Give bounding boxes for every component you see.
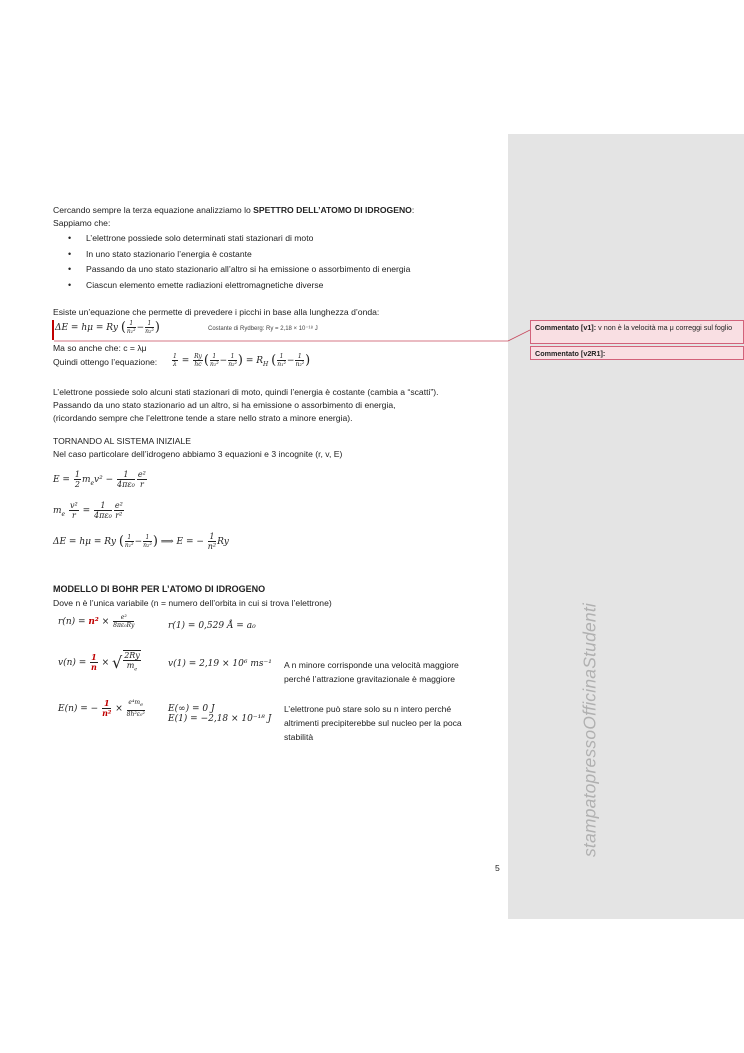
quindi-line: Quindi ottengo l’equazione: <box>53 357 158 367</box>
list-item: • In uno stato stazionario l’energia è costante <box>52 247 410 263</box>
rydberg-equation: $\frac{1}{\lambda}$ = $\frac{Ry}{hc}$ ( $\frac{1}{\text{n₁²}}$ − $\frac{1}{\text{n₂²}}$ ) = $R_H$ ( $\frac{1}{\text{n₁²}}$ − $\frac{1}{\text{n₂²}}$ ) <box>173 353 311 368</box>
velocity-value: v(1) = 2,19 × 10⁶ ms⁻¹ <box>168 659 272 669</box>
list-item: • Ciascun elemento emette radiazioni elettromagnetiche diverse <box>52 278 410 294</box>
force-equation: $m_e$ $\frac{\text{v²}}{r}$ = $\frac{1}{\text{4πε₀}}$ $\frac{\text{e²}}{\text{r²}}$ <box>53 501 123 520</box>
comment-label: Commentato [v2R1]: <box>535 349 606 358</box>
comment-label: Commentato [v1]: <box>535 323 597 332</box>
energy-one-value: E(1) = −2,18 × 10⁻¹⁸ J <box>168 714 272 724</box>
comment-v1[interactable] <box>530 320 744 344</box>
paragraph-line: (ricordando sempre che l’elettrone tende a stare nello strato a minore energia). <box>53 413 353 423</box>
radius-value: r(1) = 0,529 Å = a₀ <box>168 621 256 631</box>
radius-formula: r(n) = n² × $\frac{\text{e²}}{\text{8πε₀Ry}}$ <box>58 614 135 629</box>
section-title: TORNANDO AL SISTEMA INIZIALE <box>53 436 192 446</box>
energy-equation: E = $\frac{1}{2}$ $m_ev^2$ − $\frac{1}{\text{4πε₀}}$ $\frac{\text{e²}}{r}$ <box>53 470 146 489</box>
energy-formula: E(n) = − $\frac{1}{\text{n²}}$ × $\frac{e^4m_e}{\text{8h²ε₀²}}$ <box>58 698 145 718</box>
list-item: • L’elettrone possiede solo determinati stati stazionari di moto <box>52 231 410 247</box>
energy-note: stabilità <box>284 732 314 742</box>
intro-text: Cercando sempre la terza equazione analizziamo lo <box>53 205 254 215</box>
bohr-title: MODELLO DI BOHR PER L’ATOMO DI IDROGENO <box>53 584 266 594</box>
bohr-text: Dove n è l’unica variabile (n = numero dell’orbita in cui si trova l’elettrone) <box>53 598 332 608</box>
section-text: Nel caso particolare dell’idrogeno abbiamo 3 equazioni e 3 incognite (r, v, E) <box>53 449 343 459</box>
energy-infinity-value: E(∞) = 0 J <box>168 704 215 714</box>
comment-v2r1[interactable] <box>530 346 744 360</box>
velocity-note: A n minore corrisponde una velocità maggiore <box>284 660 459 670</box>
comment-text: v non è la velocità ma μ correggi sul foglio <box>598 323 733 332</box>
intro-colon: : <box>411 205 415 215</box>
intro-emphasis: SPETTRO DELL’ATOMO DI IDROGENO <box>253 205 412 215</box>
paragraph-line: L’elettrone possiede solo alcuni stati stazionari di moto, quindi l’energia è costante (cambia a “scatti”). <box>53 387 439 397</box>
rydberg-note: Costante di Rydberg: Ry = 2,18 × 10⁻¹⁸ J <box>208 326 318 332</box>
energy-note: altrimenti precipiterebbe sul nucleo per la poca <box>284 718 462 728</box>
sappiamo-line: Sappiamo che: <box>53 218 111 228</box>
list-item: • Passando da uno stato stazionario all’altro si ha emissione o assorbimento di energia <box>52 262 410 278</box>
watermark: stampatopressoOfficinaStudenti <box>579 602 600 858</box>
delta-e-equation: ΔE = hμ = Ry ( $\frac{1}{\text{n₁²}}$ − $\frac{1}{\text{n₂²}}$ ) <box>55 320 160 335</box>
page-number: 5 <box>495 863 500 873</box>
c-equals-line: Ma so anche che: c = λμ <box>53 343 147 353</box>
energy-note: L’elettrone può stare solo su n intero perché <box>284 704 452 714</box>
delta-e-full-equation: ΔE = hμ = Ry ( $\frac{1}{\text{n₁²}}$ − $\frac{1}{\text{n₂²}}$ ) ⟹ E = − $\frac{1}{\text{n²}}$ Ry <box>53 532 229 551</box>
velocity-formula: v(n) = $\frac{1}{n}$ × √ $\frac{2Ry}{m_e}$ <box>58 651 140 673</box>
equation-intro: Esiste un’equazione che permette di prevedere i picchi in base alla lunghezza d’onda: <box>53 307 380 317</box>
paragraph-line: Passando da uno stato stazionario ad un altro, si ha emissione o assorbimento di energia, <box>53 400 396 410</box>
velocity-note: perché l’attrazione gravitazionale è maggiore <box>284 674 456 684</box>
